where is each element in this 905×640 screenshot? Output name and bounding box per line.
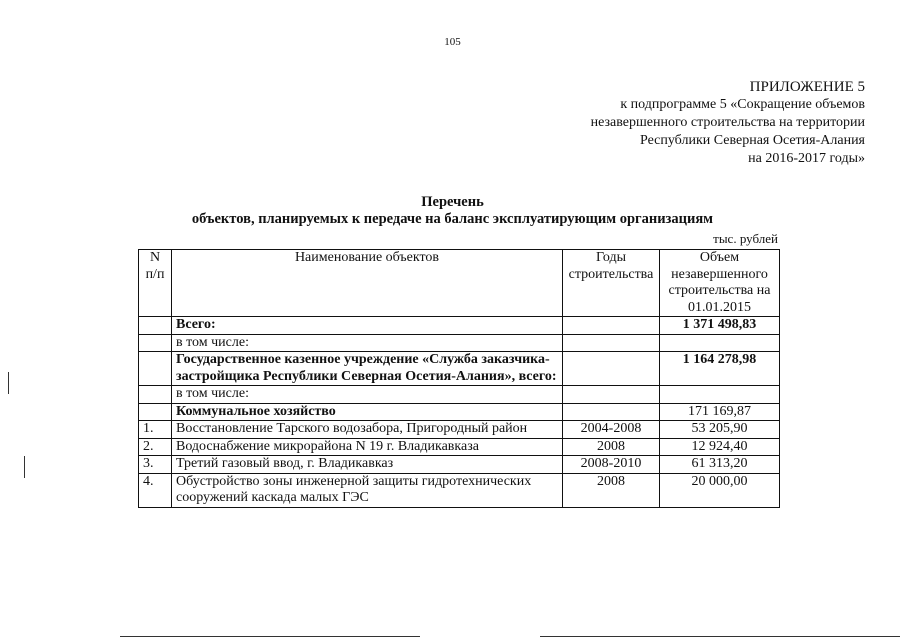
object-name: Водоснабжение микрорайона N 19 г. Владикавказа xyxy=(172,438,563,456)
table-row xyxy=(139,473,780,507)
scan-artifact xyxy=(24,456,25,478)
construction-years: 2008-2010 xyxy=(563,456,660,474)
appendix-line: Республики Северная Осетия-Алания xyxy=(640,133,865,148)
appendix-title: ПРИЛОЖЕНИЕ 5 xyxy=(749,79,865,95)
including-row xyxy=(139,386,780,404)
total-amount: 1 371 498,83 xyxy=(660,317,780,335)
header-name: Наименование объектов xyxy=(172,250,563,317)
including-label: в том числе: xyxy=(172,334,563,352)
construction-years: 2008 xyxy=(563,473,660,507)
appendix-line: на 2016-2017 годы» xyxy=(748,151,865,166)
objects-table xyxy=(138,249,780,508)
page-number: 105 xyxy=(444,36,461,48)
including-label: в том числе: xyxy=(172,386,563,404)
institution-label: Государственное казенное учреждение «Служба заказчика-застройщика Республики Северная Осетия-Алания», всего: xyxy=(172,352,563,386)
section-row xyxy=(139,403,780,421)
total-label: Всего: xyxy=(172,317,563,335)
header-amount: Объем незавершенного строительства на 01.01.2015 xyxy=(660,250,780,317)
scan-artifact xyxy=(8,372,9,394)
unfinished-amount: 61 313,20 xyxy=(660,456,780,474)
row-number: 4. xyxy=(139,473,172,507)
unfinished-amount: 53 205,90 xyxy=(660,421,780,439)
institution-row xyxy=(139,352,780,386)
document-title-line-1: Перечень xyxy=(421,194,484,210)
scan-artifact xyxy=(120,636,420,637)
table-row xyxy=(139,456,780,474)
header-years: Годы строительства xyxy=(563,250,660,317)
including-row xyxy=(139,334,780,352)
row-number: 2. xyxy=(139,438,172,456)
construction-years: 2008 xyxy=(563,438,660,456)
section-label: Коммунальное хозяйство xyxy=(172,403,563,421)
row-number: 1. xyxy=(139,421,172,439)
appendix-line: незавершенного строительства на территории xyxy=(590,115,865,130)
object-name: Обустройство зоны инженерной защиты гидротехнических сооружений каскада малых ГЭС xyxy=(172,473,563,507)
table-row xyxy=(139,421,780,439)
units-note: тыс. рублей xyxy=(713,231,778,246)
appendix-header xyxy=(591,78,865,168)
object-name: Восстановление Тарского водозабора, Пригородный район xyxy=(172,421,563,439)
appendix-line: к подпрограмме 5 «Сокращение объемов xyxy=(620,97,865,112)
table-header-row xyxy=(139,250,780,317)
total-row xyxy=(139,317,780,335)
document-title-line-2: объектов, планируемых к передаче на баланс эксплуатирующим организациям xyxy=(191,211,714,227)
construction-years: 2004-2008 xyxy=(563,421,660,439)
header-num: N п/п xyxy=(139,250,172,317)
scan-artifact xyxy=(540,636,900,637)
row-number: 3. xyxy=(139,456,172,474)
object-name: Третий газовый ввод, г. Владикавказ xyxy=(172,456,563,474)
institution-amount: 1 164 278,98 xyxy=(660,352,780,386)
section-amount: 171 169,87 xyxy=(660,403,780,421)
table-row xyxy=(139,438,780,456)
unfinished-amount: 12 924,40 xyxy=(660,438,780,456)
unfinished-amount: 20 000,00 xyxy=(660,473,780,507)
document-title xyxy=(0,194,905,228)
